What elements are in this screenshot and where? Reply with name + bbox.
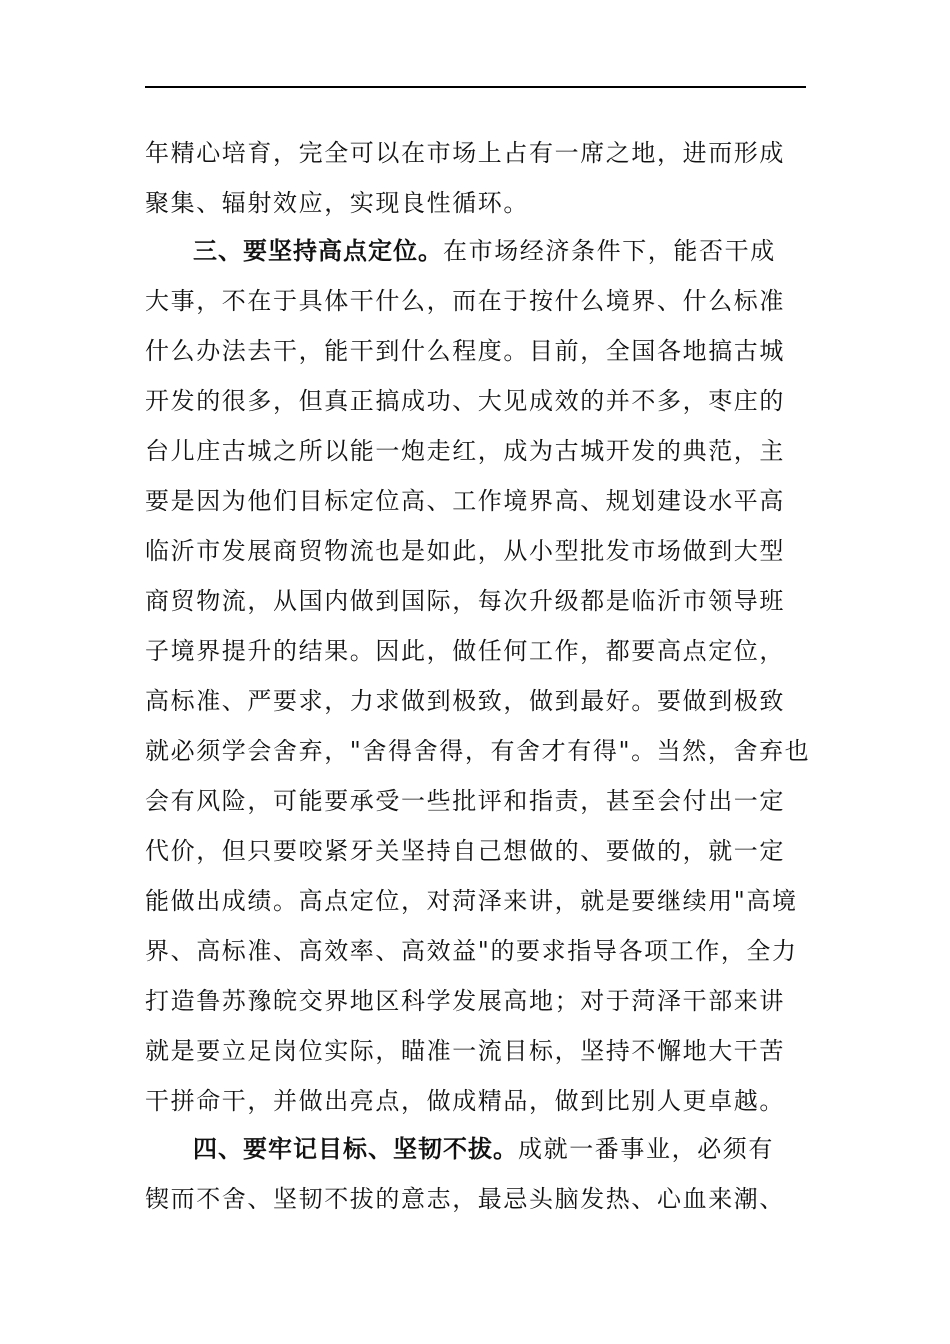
text-line: 会有风险，可能要承受一些批评和指责，甚至会付出一定 <box>145 787 785 815</box>
text-line: 干拼命干，并做出亮点，做成精品，做到比别人更卓越。 <box>145 1087 785 1115</box>
text-line: 打造鲁苏豫皖交界地区科学发展高地；对于菏泽干部来讲 <box>145 987 785 1015</box>
text-line: 代价，但只要咬紧牙关坚持自己想做的、要做的，就一定 <box>145 837 785 865</box>
text-line: 大事，不在于具体干什么，而在于按什么境界、什么标准 <box>145 287 785 315</box>
text-line: 临沂市发展商贸物流也是如此，从小型批发市场做到大型 <box>145 537 785 565</box>
text-line: 商贸物流，从国内做到国际，每次升级都是临沂市领导班 <box>145 587 785 615</box>
paragraph-4-first-line <box>193 1129 774 1169</box>
text-line: 成就一番事业，必须有 <box>518 1135 774 1163</box>
text-line: 年精心培育，完全可以在市场上占有一席之地，进而形成 <box>145 139 785 167</box>
paragraph-3-first-line <box>193 231 776 271</box>
text-line: 高标准、严要求，力求做到极致，做到最好。要做到极致 <box>145 687 785 715</box>
text-line: 就必须学会舍弃，"舍得舍得，有舍才有得"。当然，舍弃也 <box>145 737 811 765</box>
text-line: 锲而不舍、坚韧不拔的意志，最忌头脑发热、心血来潮、 <box>145 1185 785 1213</box>
text-line: 能做出成绩。高点定位，对菏泽来讲，就是要继续用"高境 <box>145 887 798 915</box>
text-line: 就是要立足岗位实际，瞄准一流目标，坚持不懈地大干苦 <box>145 1037 785 1065</box>
text-line: 聚集、辐射效应，实现良性循环。 <box>145 189 529 217</box>
text-line: 子境界提升的结果。因此，做任何工作，都要高点定位， <box>145 637 785 665</box>
section-heading-3: 三、要坚持高点定位。 <box>193 237 443 265</box>
text-line: 在市场经济条件下，能否干成 <box>443 237 776 265</box>
text-line: 要是因为他们目标定位高、工作境界高、规划建设水平高 <box>145 487 785 515</box>
text-line: 台儿庄古城之所以能一炮走红，成为古城开发的典范，主 <box>145 437 785 465</box>
header-rule <box>145 86 806 88</box>
section-heading-4: 四、要牢记目标、坚韧不拔。 <box>193 1135 518 1163</box>
text-line: 界、高标准、高效率、高效益"的要求指导各项工作，全力 <box>145 937 798 965</box>
text-line: 开发的很多，但真正搞成功、大见成效的并不多，枣庄的 <box>145 387 785 415</box>
text-line: 什么办法去干，能干到什么程度。目前，全国各地搞古城 <box>145 337 785 365</box>
